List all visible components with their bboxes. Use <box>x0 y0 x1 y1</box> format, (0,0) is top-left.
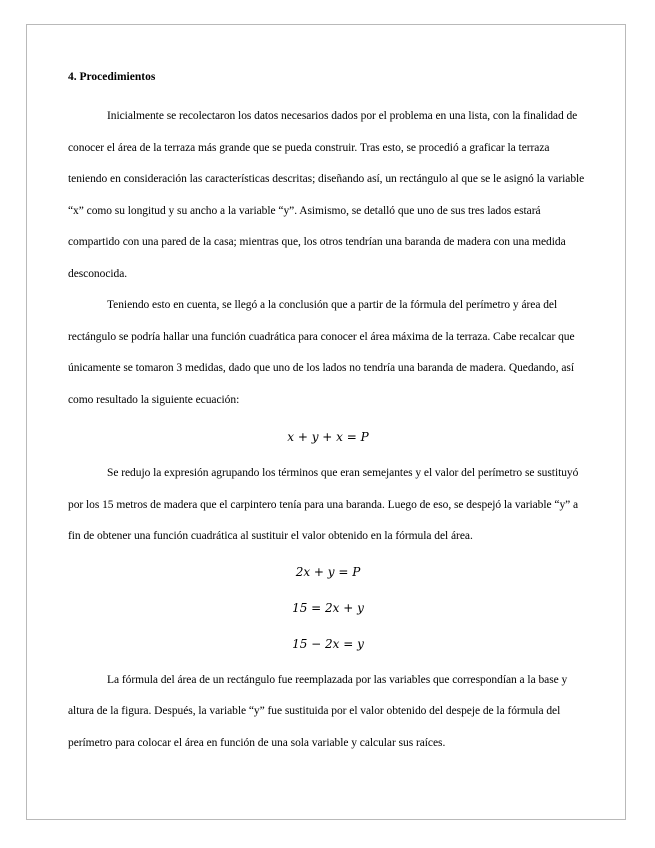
equation-substituted: 15 = 2x + y <box>292 600 364 615</box>
page-content <box>68 70 588 759</box>
paragraph-2: Teniendo esto en cuenta, se llegó a la conclusión que a partir de la fórmula del perímetro y área del rectángulo se podría hallar una función cuadrática para conocer el área máxima de la terraza. Cabe recalcar que únicamente se tomaron 3 medidas, dado que uno de los lados no tendría una baranda de madera. Quedando, así como resultado la siguiente ecuación: <box>68 299 575 406</box>
equation-perimeter: x + y + x = P <box>287 430 369 444</box>
paragraph-3: Se redujo la expresión agrupando los términos que eran semejantes y el valor del perímetro se sustituyó por los 15 metros de madera que el carpintero tenía para una baranda. Luego de eso, se despejó la variable “y” a fin de obtener una función cuadrática al sustituir el valor obtenido en la fórmula del área. <box>68 467 579 542</box>
equation-simplified: 2x + y = P <box>295 564 361 579</box>
equation-solved-y: 15 − 2x = y <box>292 636 364 651</box>
paragraph-1: Inicialmente se recolectaron los datos necesarios dados por el problema en una lista, con la finalidad de conocer el área de la terraza más grande que se pueda construir. Tras esto, se procedió a graficar la terraza teniendo en consideración las características descritas; diseñando así, un rectángulo al que se le asignó la variable “x” como su longitud y su ancho a la variable “y”. Asimismo, se detalló que uno de sus tres lados estará compartido con una pared de la casa; mientras que, los otros tendrían una baranda de madera con una medida desconocida. <box>68 110 585 280</box>
section-heading: 4. Procedimientos <box>68 71 156 83</box>
paragraph-4: La fórmula del área de un rectángulo fue reemplazada por las variables que correspondían a la base y altura de la figura. Después, la variable “y” fue sustituida por el valor obtenido del despeje de la fórmula del perímetro para colocar el área en función de una sola variable y calcular sus raíces. <box>68 673 568 749</box>
document-page <box>26 24 626 820</box>
